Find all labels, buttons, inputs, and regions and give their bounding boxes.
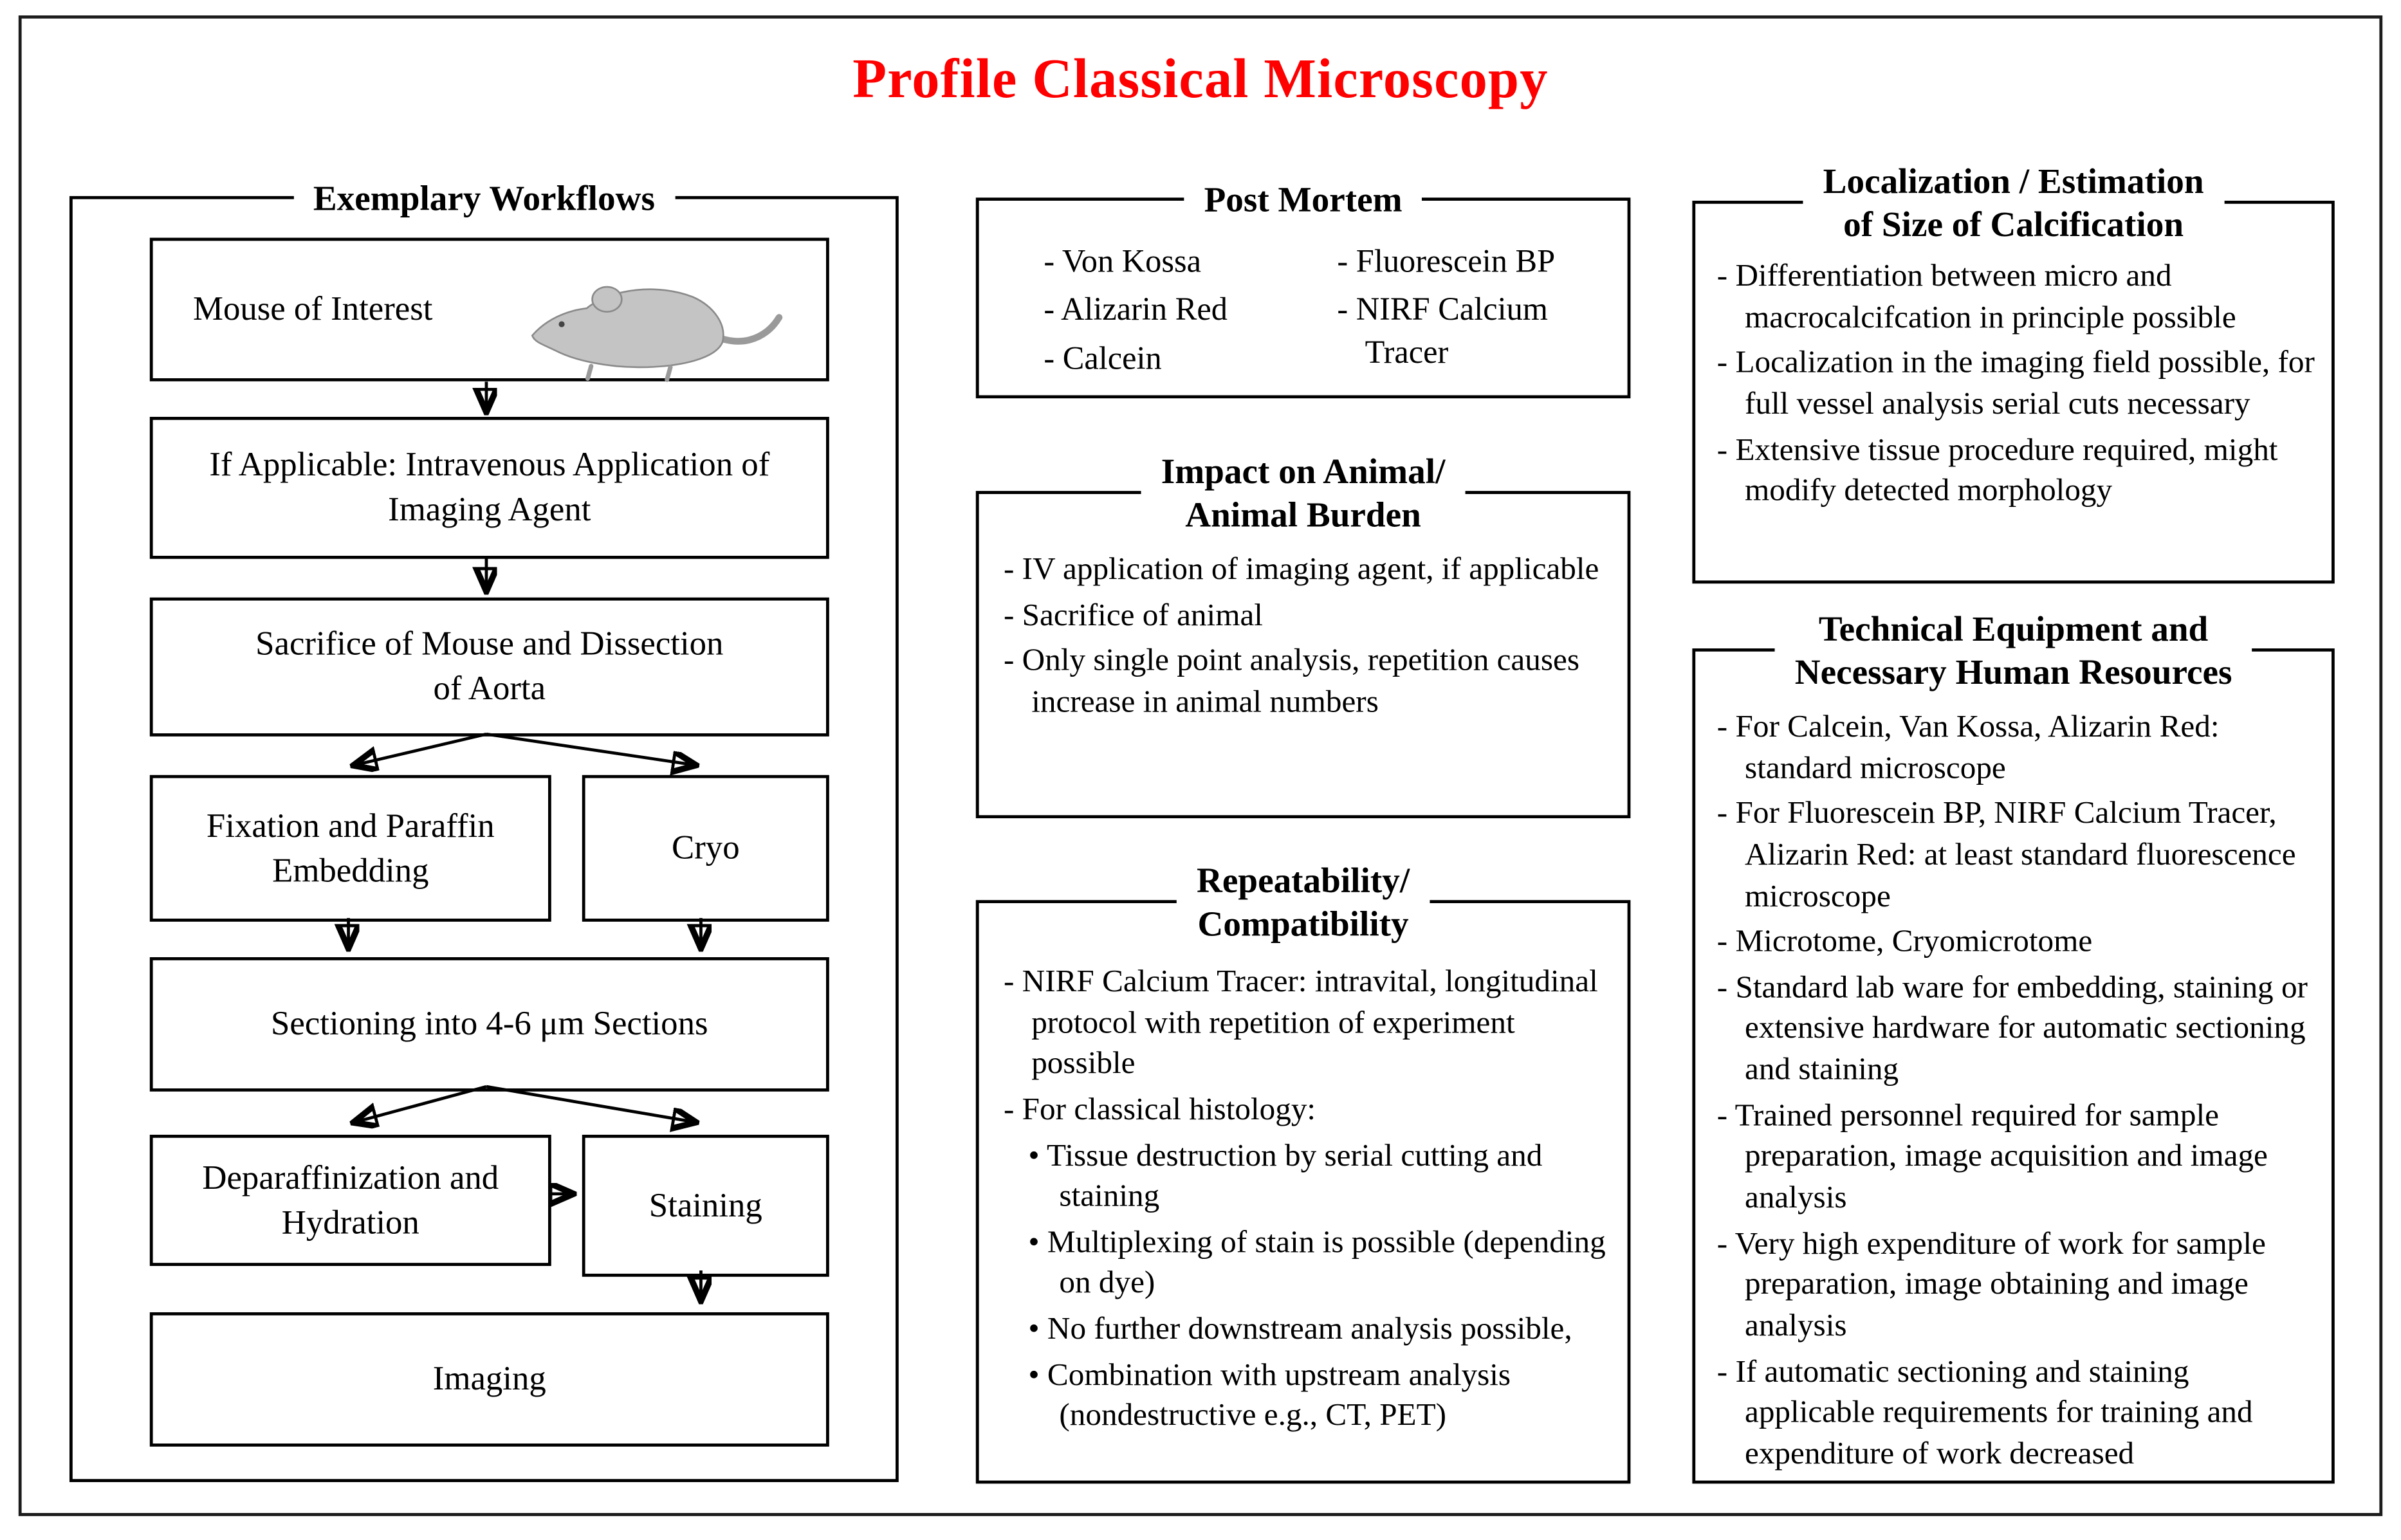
panel-title-line1: Repeatability/ [1197,861,1410,901]
animal-burden-list [979,494,1628,815]
panel-title-line1: Localization / Estimation [1823,161,2204,201]
workflow-step-label: Sectioning into 4-6 μm Sections [271,1004,708,1043]
list-item: - Von Kossa [1044,242,1201,280]
panel-title-line1: Technical Equipment and [1818,609,2209,648]
panel-title-line2: Compatibility [1197,904,1409,944]
technical-list [1695,652,2332,1481]
panel-title-line2: Necessary Human Resources [1794,653,2232,692]
workflow-step-label: Fixation and Paraffin Embedding [206,805,495,889]
list-item: • Multiplexing of stain is possible (depending on dye) [1028,1225,1606,1301]
workflow-step-staining [582,1135,829,1277]
workflow-step-sacrifice [150,598,829,737]
page-title: Profile Classical Microscopy [852,48,1549,110]
panel-animal-burden [976,452,1631,818]
panel-title-post-mortem: Post Mortem [1184,179,1422,222]
list-item: - For Calcein, Van Kossa, Alizarin Red: standard microscope [1716,710,2220,785]
list-item: - NIRF Calcium Tracer [1337,290,1548,371]
panel-exemplary-workflows [69,179,899,1482]
panel-localization [1692,161,2334,583]
list-item: • No further downstream analysis possible, [1028,1312,1572,1347]
list-item: - Fluorescein BP [1337,242,1556,280]
post-mortem-column-2 [1337,241,1612,385]
workflow-step-label: Deparaffinization and Hydration [202,1157,499,1241]
workflow-step-cryo [582,775,829,922]
list-item: - Alizarin Red [1044,290,1228,328]
workflow-step-imaging-agent [150,417,829,559]
list-item: - IV application of imaging agent, if applicable [1004,553,1599,587]
workflow-step-mouse-of-interest [150,238,829,381]
list-item: - Localization in the imaging field possible, for full vessel analysis serial cuts necessary [1716,346,2315,422]
list-item: - Sacrifice of animal [1004,598,1263,633]
workflow-step-label: Cryo [672,827,740,866]
panel-repeatability [976,861,1631,1483]
list-item: • Combination with upstream analysis (nondestructive e.g., CT, PET) [1028,1358,1511,1434]
workflow-step-fixation [150,775,551,922]
workflow-step-imaging [150,1312,829,1447]
list-item: - Differentiation between micro and macrocalcifcation in principle possible [1716,259,2236,335]
workflow-step-label: Sacrifice of Mouse and Dissection of Aorta [255,624,724,708]
workflow-step-label: Mouse of Interest [193,289,433,328]
list-item: • Tissue destruction by serial cutting and staining [1028,1139,1543,1214]
list-item: - Calcein [1044,339,1162,376]
list-item: - Trained personnel required for sample preparation, image acquisition and image analysis [1716,1099,2268,1215]
list-item: - For Fluorescein BP, NIRF Calcium Tracer, Alizarin Red: at least standard fluorescence microscope [1716,797,2296,913]
panel-title-exemplary-workflows: Exemplary Workflows [293,178,675,221]
list-item: - Standard lab ware for embedding, staining or extensive hardware for automatic sectioning and staining [1716,971,2308,1087]
list-item: - For classical histology: [1004,1093,1316,1127]
post-mortem-column-1 [1044,241,1337,385]
localization-list [1695,204,2332,581]
workflow-step-deparaffinization [150,1135,551,1266]
list-item: - NIRF Calcium Tracer: intravital, longitudinal protocol with repetition of experiment possible [1004,965,1598,1081]
panel-title-line2: Animal Burden [1185,495,1421,535]
panel-technical [1692,609,2334,1483]
list-item: - Extensive tissue procedure required, might modify detected morphology [1716,433,2278,509]
list-item: - Only single point analysis, repetition causes increase in animal numbers [1004,644,1580,720]
workflow-step-sectioning [150,957,829,1092]
panel-title-line2: of Size of Calcification [1843,205,2184,244]
post-mortem-columns [979,201,1628,398]
panel-title-line1: Impact on Animal/ [1161,452,1446,491]
list-item: - Microtome, Cryomicrotome [1716,925,2093,959]
workflow-step-label: If Applicable: Intravenous Application of Imaging Agent [209,445,770,528]
list-item: - Very high expenditure of work for sample preparation, image obtaining and image analysis [1716,1227,2266,1343]
workflow-step-label: Staining [649,1185,762,1224]
panel-post-mortem [976,180,1631,398]
list-item: - If automatic sectioning and staining applicable requirements for training and expenditure of work decreased [1716,1355,2253,1471]
workflow-step-label: Imaging [432,1359,546,1398]
repeatability-list [979,903,1628,1481]
mouse-silhouette-icon [482,256,814,392]
